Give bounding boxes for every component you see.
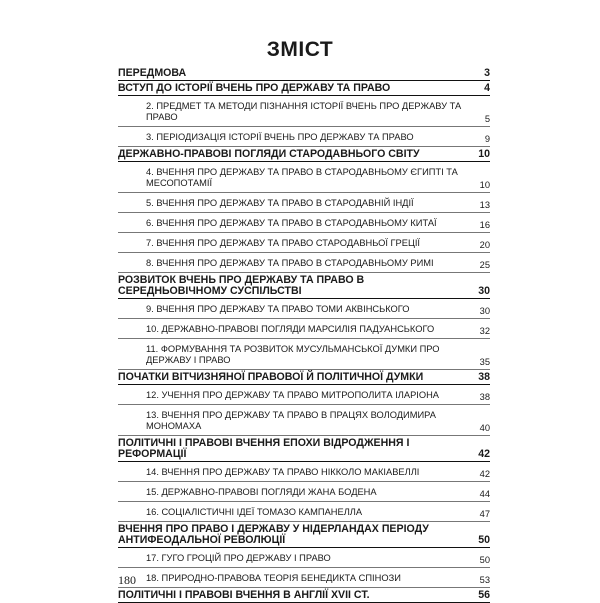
toc-entry-page: 3 — [484, 67, 490, 79]
toc-entry-page: 38 — [478, 371, 490, 383]
toc-chapter — [118, 147, 490, 162]
toc-item — [118, 405, 490, 436]
toc-entry-title: 4. ВЧЕННЯ ПРО ДЕРЖАВУ ТА ПРАВО В СТАРОДАВНЬОМУ ЄГИПТІ ТА МЕСОПОТАМІЇ — [146, 167, 458, 188]
toc-entry-page: 30 — [479, 306, 490, 316]
toc-entry-title: ПОЧАТКИ ВІТЧИЗНЯНОЇ ПРАВОВОЇ Й ПОЛІТИЧНОЇ ДУМКИ — [118, 371, 424, 383]
toc-entry-page: 13 — [479, 200, 490, 210]
toc-entry-title: 17. ГУГО ГРОЦІЙ ПРО ДЕРЖАВУ І ПРАВО — [146, 553, 331, 563]
toc-entry-title: 16. СОЦІАЛІСТИЧНІ ІДЕЇ ТОМАЗО КАМПАНЕЛЛА — [146, 507, 363, 517]
toc-entry-page: 4 — [484, 82, 490, 94]
toc-chapter — [118, 588, 490, 603]
toc-entry-page: 47 — [479, 509, 490, 519]
toc-entry-page: 32 — [479, 326, 490, 336]
toc-item — [118, 213, 490, 233]
toc-chapter — [118, 81, 490, 96]
toc-entry-page: 35 — [479, 357, 490, 367]
toc-entry-page: 50 — [478, 534, 490, 546]
toc-entry-page: 16 — [479, 220, 490, 230]
toc-entry-page: 42 — [478, 448, 490, 460]
toc-entry-page: 25 — [479, 260, 490, 270]
toc-chapter — [118, 66, 490, 81]
toc-chapter — [118, 273, 490, 299]
toc-item — [118, 319, 490, 339]
toc-entry-page: 56 — [478, 589, 490, 601]
toc-entry-page: 10 — [478, 148, 490, 160]
toc-entry-title: 15. ДЕРЖАВНО-ПРАВОВІ ПОГЛЯДИ ЖАНА БОДЕНА — [146, 487, 377, 497]
toc-entry-page: 5 — [484, 114, 490, 124]
toc-item — [118, 339, 490, 370]
toc-item — [118, 253, 490, 273]
toc-entry-title: 14. ВЧЕННЯ ПРО ДЕРЖАВУ ТА ПРАВО НІККОЛО МАКІАВЕЛЛІ — [146, 467, 420, 477]
table-of-contents — [118, 66, 490, 603]
toc-chapter — [118, 370, 490, 385]
toc-entry-page: 44 — [479, 489, 490, 499]
toc-item — [118, 568, 490, 588]
page-number: 180 — [118, 573, 136, 587]
toc-item — [118, 482, 490, 502]
toc-entry-title: 7. ВЧЕННЯ ПРО ДЕРЖАВУ ТА ПРАВО СТАРОДАВНЬОЇ ГРЕЦІЇ — [146, 238, 421, 248]
toc-entry-title: ПОЛІТИЧНІ І ПРАВОВІ ВЧЕННЯ В АНГЛІЇ XVII СТ. — [118, 589, 370, 601]
page-title: ЗМІСТ — [266, 38, 334, 61]
toc-entry-title: 18. ПРИРОДНО-ПРАВОВА ТЕОРІЯ БЕНЕДИКТА СПІНОЗИ — [146, 573, 401, 583]
toc-entry-title: ВЧЕННЯ ПРО ПРАВО І ДЕРЖАВУ У НІДЕРЛАНДАХ ПЕРІОДУ АНТИФЕОДАЛЬНОЇ РЕВОЛЮЦІЇ — [118, 523, 429, 546]
toc-item — [118, 462, 490, 482]
toc-chapter — [118, 436, 490, 462]
toc-entry-title: 8. ВЧЕННЯ ПРО ДЕРЖАВУ ТА ПРАВО В СТАРОДАВНЬОМУ РИМІ — [146, 258, 434, 268]
toc-entry-page: 38 — [479, 392, 490, 402]
toc-item — [118, 548, 490, 568]
toc-entry-title: 3. ПЕРІОДИЗАЦІЯ ІСТОРІЇ ВЧЕНЬ ПРО ДЕРЖАВУ ТА ПРАВО — [146, 132, 414, 142]
toc-entry-title: 6. ВЧЕННЯ ПРО ДЕРЖАВУ ТА ПРАВО В СТАРОДАВНЬОМУ КИТАЇ — [146, 218, 437, 228]
toc-entry-title: ВСТУП ДО ІСТОРІЇ ВЧЕНЬ ПРО ДЕРЖАВУ ТА ПРАВО — [118, 82, 391, 94]
toc-item — [118, 299, 490, 319]
toc-item — [118, 96, 490, 127]
toc-entry-title: 11. ФОРМУВАННЯ ТА РОЗВИТОК МУСУЛЬМАНСЬКОЇ ДУМКИ ПРО ДЕРЖАВУ І ПРАВО — [146, 344, 440, 365]
toc-entry-title: 9. ВЧЕННЯ ПРО ДЕРЖАВУ ТА ПРАВО ТОМИ АКВІНСЬКОГО — [146, 304, 410, 314]
toc-entry-title: 13. ВЧЕННЯ ПРО ДЕРЖАВУ ТА ПРАВО В ПРАЦЯХ ВОЛОДИМИРА МОНОМАХА — [146, 410, 436, 431]
toc-entry-page: 40 — [479, 423, 490, 433]
toc-item — [118, 162, 490, 193]
toc-item — [118, 193, 490, 213]
toc-entry-title: РОЗВИТОК ВЧЕНЬ ПРО ДЕРЖАВУ ТА ПРАВО В СЕРЕДНЬОВІЧНОМУ СУСПІЛЬСТВІ — [118, 274, 365, 297]
toc-entry-title: ПОЛІТИЧНІ І ПРАВОВІ ВЧЕННЯ ЕПОХИ ВІДРОДЖЕННЯ І РЕФОРМАЦІЇ — [118, 437, 410, 460]
toc-entry-title: 5. ВЧЕННЯ ПРО ДЕРЖАВУ ТА ПРАВО В СТАРОДАВНІЙ ІНДІЇ — [146, 198, 414, 208]
toc-entry-page: 42 — [479, 469, 490, 479]
toc-item — [118, 127, 490, 147]
toc-entry-page: 30 — [478, 285, 490, 297]
toc-entry-title: ПЕРЕДМОВА — [118, 67, 187, 79]
toc-entry-title: ДЕРЖАВНО-ПРАВОВІ ПОГЛЯДИ СТАРОДАВНЬОГО СВІТУ — [118, 148, 420, 160]
toc-entry-page: 50 — [479, 555, 490, 565]
toc-entry-page: 20 — [479, 240, 490, 250]
toc-item — [118, 233, 490, 253]
toc-entry-title: 2. ПРЕДМЕТ ТА МЕТОДИ ПІЗНАННЯ ІСТОРІЇ ВЧЕНЬ ПРО ДЕРЖАВУ ТА ПРАВО — [146, 101, 462, 122]
toc-entry-page: 53 — [479, 575, 490, 585]
toc-item — [118, 502, 490, 522]
toc-entry-title: 12. УЧЕННЯ ПРО ДЕРЖАВУ ТА ПРАВО МИТРОПОЛИТА ІЛАРІОНА — [146, 390, 440, 400]
toc-entry-page: 10 — [479, 180, 490, 190]
toc-item — [118, 385, 490, 405]
toc-entry-title: 10. ДЕРЖАВНО-ПРАВОВІ ПОГЛЯДИ МАРСИЛІЯ ПАДУАНСЬКОГО — [146, 324, 435, 334]
toc-chapter — [118, 522, 490, 548]
toc-entry-page: 9 — [484, 134, 490, 144]
